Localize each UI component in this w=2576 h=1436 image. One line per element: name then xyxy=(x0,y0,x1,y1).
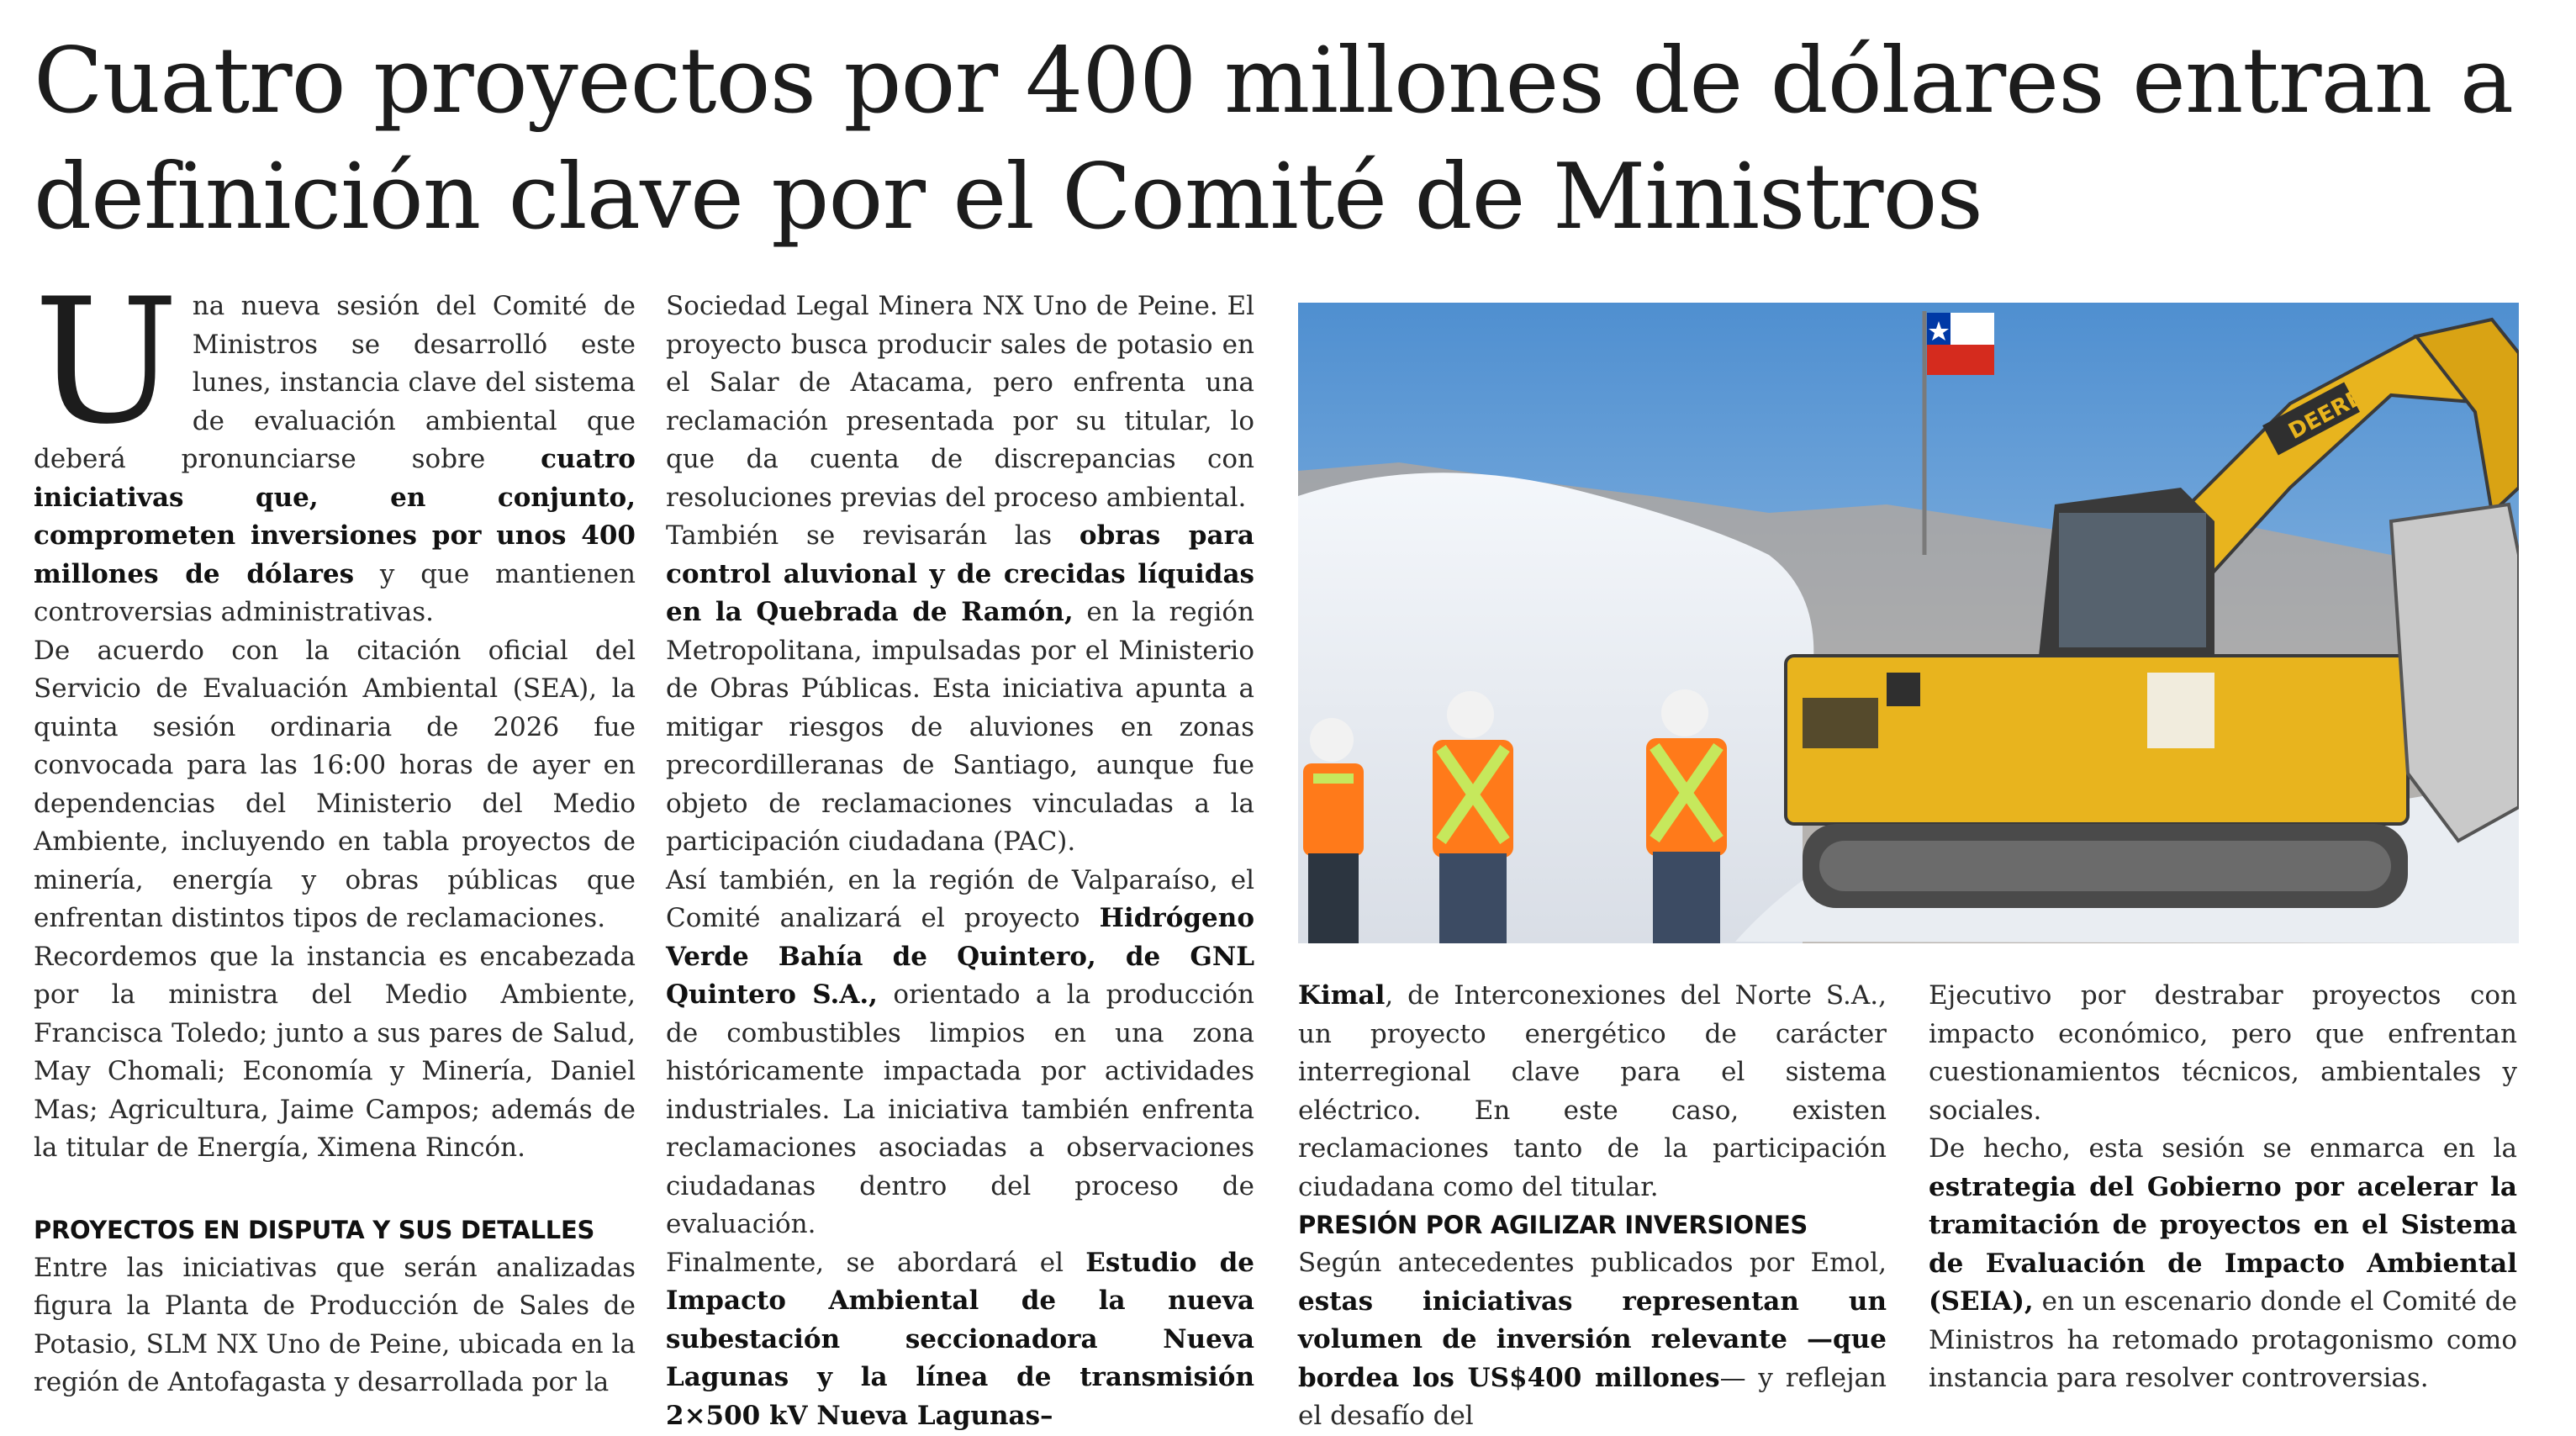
paragraph: De hecho, esta sesión se enmarca en la estrategia del Gobierno por acelerar la tramitación de proyectos en el Sistema de Evaluación de Impacto Ambiental (SEIA), en un escenario donde el Comité de Ministros ha retomado protagonismo como instancia para resolver controversias. xyxy=(1929,1133,2517,1393)
paragraph: Recordemos que la instancia es encabezada por la ministra del Medio Ambiente, Francisca Toledo; junto a sus pares de Salud, May Chomali; Economía y Minería, Daniel Mas; Agricultura, Jaime Campos; además de la titular de Energía, Ximena Rincón. xyxy=(34,941,636,1163)
section-subhead: PRESIÓN POR AGILIZAR INVERSIONES xyxy=(1298,1211,1808,1239)
paragraph: Una nueva sesión del Comité de Ministros se desarrolló este lunes, instancia clave del sistema de evaluación ambiental que deberá pronunciarse sobre cuatro iniciativas que, en conjunto, comprometen inversiones por unos 400 millones de dólares y que mantienen controversias administrativas. xyxy=(34,262,636,627)
article-photo xyxy=(1298,303,2519,943)
paragraph: Kimal, de Interconexiones del Norte S.A., un proyecto energético de carácter interregional clave para el sistema eléctrico. En este caso, existen reclamaciones tanto de la participación ciudadana como del titular. xyxy=(1298,980,1887,1202)
paragraph: Finalmente, se abordará el Estudio de Impacto Ambiental de la nueva subestación seccionadora Nueva Lagunas y la línea de transmisión 2×500 kV Nueva Lagunas– xyxy=(666,1247,1254,1431)
paragraph: Ejecutivo por destrabar proyectos con impacto económico, pero que enfrentan cuestionamientos técnicos, ambientales y sociales. xyxy=(1929,980,2517,1126)
column-1 xyxy=(34,262,636,1402)
excavator-photo xyxy=(1298,303,2519,943)
headline: Cuatro proyectos por 400 millones de dólares entran a definición clave por el Comité de Ministros xyxy=(34,29,2514,250)
paragraph: También se revisarán las obras para control aluvional y de crecidas líquidas en la Quebrada de Ramón, en la región Metropolitana, impulsadas por el Ministerio de Obras Públicas. Esta iniciativa apunta a mitigar riesgos de aluviones en zonas precordilleranas de Santiago, aunque fue objeto de reclamaciones vinculadas a la participación ciudadana (PAC). xyxy=(666,520,1254,857)
section-subhead: PROYECTOS EN DISPUTA Y SUS DETALLES xyxy=(34,1215,595,1244)
paragraph: Entre las iniciativas que serán analizadas figura la Planta de Producción de Sales de Potasio, SLM NX Uno de Peine, ubicada en la región de Antofagasta y desarrollada por la xyxy=(34,1252,636,1397)
paragraph: Según antecedentes publicados por Emol, estas iniciativas representan un volumen de inversión relevante —que bordea los US$400 millones— y reflejan el desafío del xyxy=(1298,1248,1887,1431)
paragraph: Así también, en la región de Valparaíso, el Comité analizará el proyecto Hidrógeno Verde Bahía de Quintero, de GNL Quintero S.A., orientado a la producción de combustibles limpios en una zona históricamente impactada por actividades industriales. La iniciativa también enfrenta reclamaciones asociadas a observaciones ciudadanas dentro del proceso de evaluación. xyxy=(666,864,1254,1239)
column-3 xyxy=(1298,977,1887,1436)
dropcap: U xyxy=(34,262,179,462)
brand-label: DEERE xyxy=(2284,384,2367,445)
paragraph: Sociedad Legal Minera NX Uno de Peine. El proyecto busca producir sales de potasio en el Salar de Atacama, pero enfrenta una reclamación presentada por su titular, lo que da cuenta de discrepancias con resoluciones previas del proceso ambiental. xyxy=(666,291,1254,513)
column-4 xyxy=(1929,977,2517,1398)
paragraph: De acuerdo con la citación oficial del Servicio de Evaluación Ambiental (SEA), la quinta sesión ordinaria de 2026 fue convocada para las 16:00 horas de ayer en dependencias del Ministerio del Medio Ambiente, incluyendo en tabla proyectos de minería, energía y obras públicas que enfrentan distintos tipos de reclamaciones. xyxy=(34,635,636,933)
column-2 xyxy=(666,288,1254,1435)
